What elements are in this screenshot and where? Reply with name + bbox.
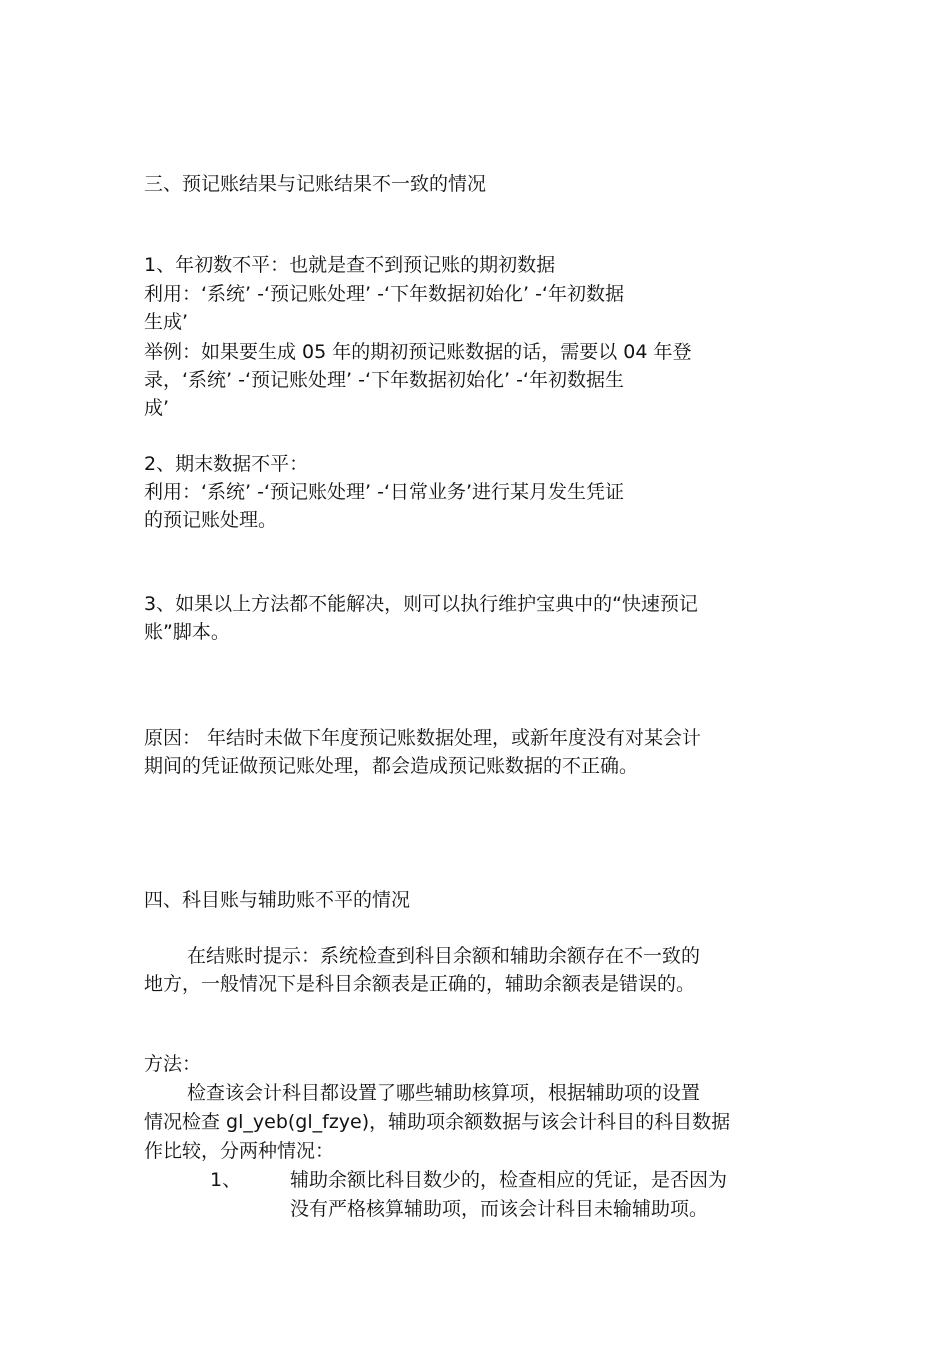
method-line3: 作比较，分两种情况： xyxy=(144,1140,335,1162)
method-line1: 检查该会计科目都设置了哪些辅助核算项，根据辅助项的设置 xyxy=(187,1082,701,1104)
item1-use-line1: 利用：‘系统’ -‘预记账处理’ -‘下年数据初始化’ -‘年初数据 xyxy=(144,283,624,305)
prompt-line2: 地方，一般情况下是科目余额表是正确的，辅助余额表是错误的。 xyxy=(144,973,696,995)
reason-line1: 原因： 年结时未做下年度预记账数据处理，或新年度没有对某会计 xyxy=(144,727,702,749)
item1-example-line3: 成’ xyxy=(144,397,170,419)
section4-heading: 四、科目账与辅助账不平的情况 xyxy=(144,889,411,911)
method-line2: 情况检查 gl_yeb(gl_fzye)，辅助项余额数据与该会计科目的科目数据 xyxy=(144,1111,731,1133)
item1-title: 1、年初数不平：也就是查不到预记账的期初数据 xyxy=(144,254,556,276)
item3-line1: 3、如果以上方法都不能解决，则可以执行维护宝典中的“快速预记 xyxy=(144,593,698,615)
section3-heading: 三、预记账结果与记账结果不一致的情况 xyxy=(144,173,487,195)
method-label: 方法： xyxy=(144,1053,202,1075)
case1-line1: 辅助余额比科目数少的，检查相应的凭证，是否因为 xyxy=(290,1169,728,1191)
item1-use-line2: 生成’ xyxy=(144,311,189,333)
item2-use-line1: 利用：‘系统’ -‘预记账处理’ -‘日常业务’进行某月发生凭证 xyxy=(144,481,625,503)
item3-line2: 账”脚本。 xyxy=(144,621,230,643)
item1-example-line2: 录，‘系统’ -‘预记账处理’ -‘下年数据初始化’ -‘年初数据生 xyxy=(144,369,624,391)
item2-use-line2: 的预记账处理。 xyxy=(144,509,278,531)
reason-line2: 期间的凭证做预记账处理，都会造成预记账数据的不正确。 xyxy=(144,755,639,777)
item2-title: 2、期末数据不平： xyxy=(144,453,309,475)
case1-number: 1、 xyxy=(210,1169,242,1191)
prompt-line1: 在结账时提示：系统检查到科目余额和辅助余额存在不一致的 xyxy=(187,945,701,967)
case1-line2: 没有严格核算辅助项，而该会计科目未输辅助项。 xyxy=(290,1198,709,1220)
item1-example-line1: 举例：如果要生成 05 年的期初预记账数据的话，需要以 04 年登 xyxy=(144,341,692,363)
